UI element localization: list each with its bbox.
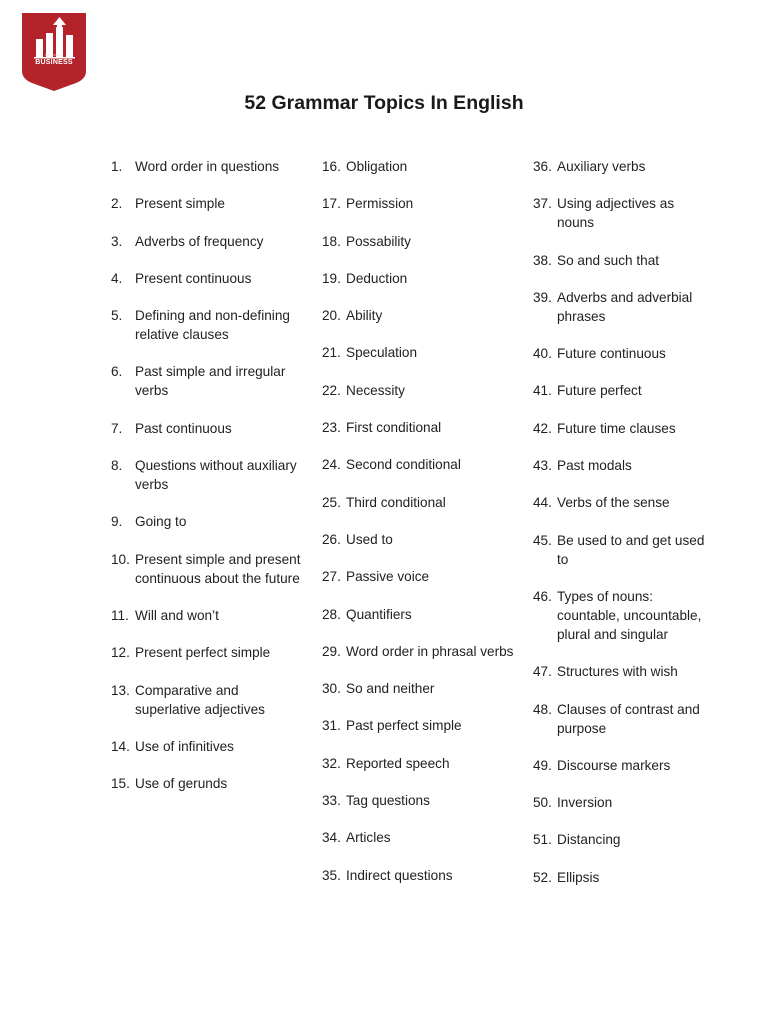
item-text: Distancing (557, 832, 621, 848)
list-item (111, 456, 301, 494)
list-item (322, 605, 527, 624)
item-number: 51. (533, 832, 552, 848)
list-item (322, 530, 527, 549)
list-item (111, 606, 301, 625)
item-text: Ability (346, 308, 383, 324)
item-number: 36. (533, 159, 552, 174)
list-item (533, 662, 713, 681)
list-item (322, 232, 527, 251)
item-number: 4. (111, 270, 123, 286)
item-text: Using adjectives as nouns (557, 196, 675, 231)
item-text: Types of nouns: countable, uncountable, plural and singular (557, 588, 702, 642)
item-number: 29. (322, 643, 341, 659)
list-item (533, 194, 713, 232)
list-item (111, 269, 301, 288)
item-text: Deduction (346, 270, 408, 286)
item-number: 26. (322, 531, 341, 547)
item-text: Present simple (135, 196, 225, 212)
item-text: Past simple and irregular verbs (135, 364, 286, 399)
item-number: 41. (533, 383, 552, 399)
list-item (322, 157, 527, 176)
item-text: So and neither (346, 681, 435, 697)
item-text: Future time clauses (557, 420, 676, 436)
list-item (322, 418, 527, 437)
list-item (111, 362, 301, 400)
list-item (533, 868, 713, 887)
item-text: Questions without auxiliary verbs (135, 458, 297, 493)
item-number: 18. (322, 233, 341, 249)
list-item (111, 232, 301, 251)
item-text: Defining and non-defining relative clauses (135, 308, 290, 343)
list-item (533, 793, 713, 812)
item-number: 48. (533, 701, 552, 717)
item-text: Indirect questions (346, 867, 453, 883)
item-number: 33. (322, 793, 341, 809)
item-number: 16. (322, 159, 341, 174)
item-number: 19. (322, 270, 341, 286)
list-item (111, 774, 301, 793)
item-number: 13. (111, 682, 130, 698)
item-number: 2. (111, 196, 123, 212)
list-item (111, 512, 301, 531)
item-text: Present perfect simple (135, 645, 271, 661)
item-text: Verbs of the sense (557, 495, 670, 511)
topic-column-2 (322, 157, 527, 903)
item-number: 9. (111, 514, 123, 530)
item-text: Past continuous (135, 420, 232, 436)
item-number: 47. (533, 664, 552, 680)
item-text: Present simple and present continuous about the future (135, 551, 301, 586)
item-number: 28. (322, 606, 341, 622)
list-item (111, 157, 301, 176)
item-number: 23. (322, 420, 341, 436)
list-item (322, 754, 527, 773)
item-text: Used to (346, 531, 393, 547)
item-number: 17. (322, 196, 341, 212)
item-text: Will and won’t (135, 607, 219, 623)
list-item (322, 194, 527, 213)
item-text: Possability (346, 233, 411, 249)
item-number: 7. (111, 420, 123, 436)
item-number: 31. (322, 718, 341, 734)
item-number: 50. (533, 795, 552, 811)
item-text: Use of gerunds (135, 776, 228, 792)
logo-brand-text: BUSINESS (35, 59, 73, 66)
item-number: 34. (322, 830, 341, 846)
item-text: Speculation (346, 345, 418, 361)
item-text: Obligation (346, 159, 408, 174)
topic-column-1 (111, 157, 301, 811)
item-text: Auxiliary verbs (557, 159, 646, 174)
item-text: Be used to and get used to (557, 532, 705, 567)
list-item (533, 830, 713, 849)
list-item (322, 493, 527, 512)
item-number: 37. (533, 196, 552, 212)
item-text: Tag questions (346, 793, 430, 809)
item-number: 44. (533, 495, 552, 511)
item-number: 46. (533, 588, 552, 604)
item-text: First conditional (346, 420, 442, 436)
list-item (322, 716, 527, 735)
item-text: Reported speech (346, 755, 450, 771)
item-number: 25. (322, 494, 341, 510)
item-text: Future perfect (557, 383, 642, 399)
list-item (533, 419, 713, 438)
item-text: Passive voice (346, 569, 430, 585)
list-item (533, 157, 713, 176)
item-number: 5. (111, 308, 123, 324)
item-number: 32. (322, 755, 341, 771)
list-item (322, 567, 527, 586)
item-text: Necessity (346, 382, 405, 398)
item-number: 8. (111, 458, 123, 474)
list-item (533, 381, 713, 400)
list-item (533, 587, 713, 644)
list-item (533, 756, 713, 775)
list-item (533, 493, 713, 512)
item-text: Adverbs of frequency (135, 233, 264, 249)
item-number: 6. (111, 364, 123, 380)
item-text: So and such that (557, 252, 660, 268)
logo-tagline: WE SPEAK (44, 53, 64, 57)
list-item (111, 737, 301, 756)
list-item (322, 455, 527, 474)
item-number: 1. (111, 159, 123, 174)
shield-icon (22, 13, 86, 91)
item-number: 12. (111, 645, 130, 661)
list-item (322, 791, 527, 810)
item-text: Comparative and superlative adjectives (135, 682, 265, 717)
list-item (111, 681, 301, 719)
item-text: Inversion (557, 795, 613, 811)
item-number: 22. (322, 382, 341, 398)
document-title: 52 Grammar Topics In English (244, 92, 524, 114)
item-text: Present continuous (135, 270, 252, 286)
item-text: Word order in questions (135, 159, 280, 174)
item-number: 42. (533, 420, 552, 436)
item-text: Structures with wish (557, 664, 678, 680)
list-item (111, 643, 301, 662)
list-item (111, 419, 301, 438)
item-number: 27. (322, 569, 341, 585)
item-number: 11. (111, 607, 129, 623)
item-number: 24. (322, 457, 341, 473)
item-text: Past modals (557, 458, 632, 474)
list-item (533, 456, 713, 475)
item-text: Second conditional (346, 457, 461, 473)
item-text: Use of infinitives (135, 738, 234, 754)
list-item (322, 269, 527, 288)
list-item (533, 531, 713, 569)
item-number: 45. (533, 532, 552, 548)
list-item (322, 828, 527, 847)
item-text: Word order in phrasal verbs (346, 643, 514, 659)
item-number: 14. (111, 738, 130, 754)
item-text: Articles (346, 830, 391, 846)
item-text: Third conditional (346, 494, 446, 510)
list-item (322, 866, 527, 885)
item-number: 40. (533, 346, 552, 362)
item-number: 30. (322, 681, 341, 697)
list-item (533, 344, 713, 363)
item-number: 20. (322, 308, 341, 324)
item-text: Permission (346, 196, 414, 212)
item-text: Future continuous (557, 346, 666, 362)
item-number: 3. (111, 233, 123, 249)
item-text: Quantifiers (346, 606, 412, 622)
item-text: Going to (135, 514, 187, 530)
item-text: Ellipsis (557, 869, 600, 885)
item-number: 35. (322, 867, 341, 883)
list-item (533, 288, 713, 326)
item-number: 49. (533, 757, 552, 773)
list-item (322, 642, 527, 661)
item-number: 52. (533, 869, 552, 885)
item-number: 21. (322, 345, 341, 361)
item-text: Adverbs and adverbial phrases (557, 289, 693, 324)
list-item (322, 306, 527, 325)
list-item (322, 381, 527, 400)
list-item (533, 251, 713, 270)
list-item (111, 306, 301, 344)
list-item (111, 550, 301, 588)
brand-logo (22, 13, 86, 91)
item-number: 38. (533, 252, 552, 268)
item-text: Clauses of contrast and purpose (557, 701, 700, 736)
list-item (322, 679, 527, 698)
topic-column-3 (533, 157, 713, 905)
list-item (533, 700, 713, 738)
item-text: Discourse markers (557, 757, 671, 773)
list-item (322, 343, 527, 362)
item-number: 43. (533, 458, 552, 474)
list-item (111, 194, 301, 213)
item-number: 10. (111, 551, 130, 567)
item-text: Past perfect simple (346, 718, 462, 734)
item-number: 15. (111, 776, 130, 792)
item-number: 39. (533, 289, 552, 305)
